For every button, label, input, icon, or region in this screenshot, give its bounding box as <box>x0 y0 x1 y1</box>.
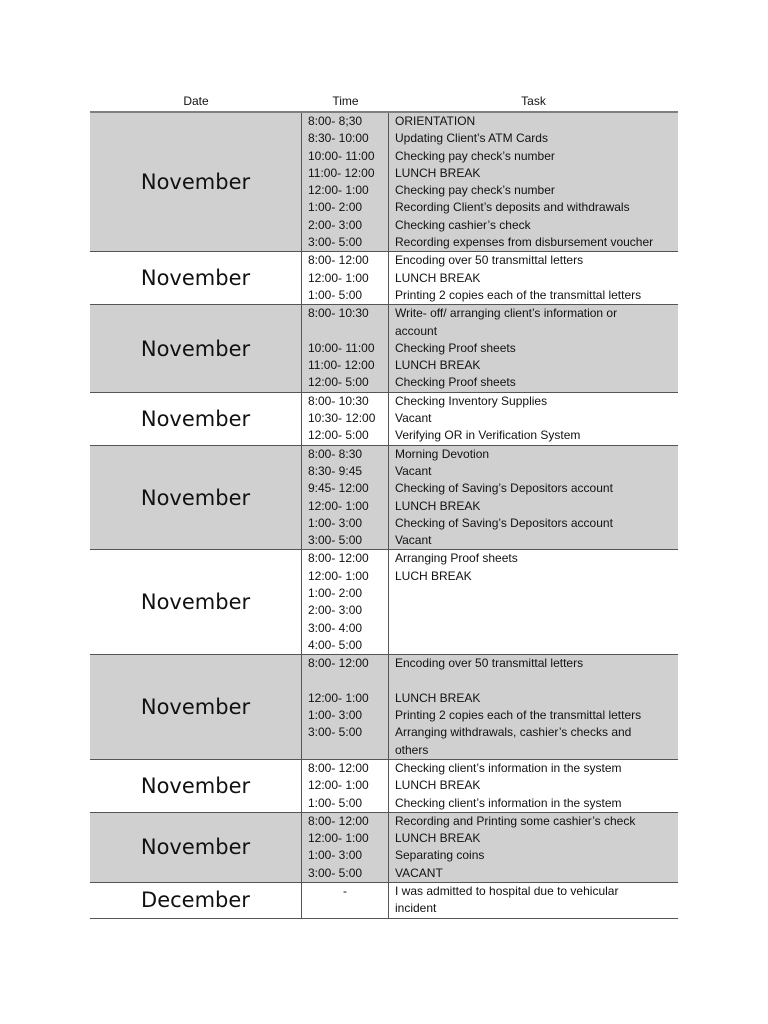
task-line: Checking pay check’s number <box>395 183 555 198</box>
table-row-group <box>90 393 678 446</box>
time-cell <box>302 305 389 391</box>
task-line: Encoding over 50 transmittal letters <box>395 656 584 671</box>
time-cell <box>302 655 389 759</box>
time-line: 8:30- 9:45 <box>308 463 363 478</box>
time-cell <box>302 550 389 654</box>
table-row-group <box>90 305 678 392</box>
time-line: 12:00- 1:00 <box>308 568 369 583</box>
task-line <box>395 637 678 654</box>
time-line: 8:00- 12:00 <box>308 813 369 828</box>
table-body <box>90 113 678 919</box>
task-line: LUNCH BREAK <box>395 358 481 373</box>
task-line: Arranging Proof sheets <box>395 551 518 566</box>
table-row-group <box>90 113 678 252</box>
time-line: 1:00- 3:00 <box>308 708 363 723</box>
time-line: 12:00- 1:00 <box>308 183 369 198</box>
task-line: LUNCH BREAK <box>395 831 481 846</box>
task-cell <box>389 883 678 918</box>
table-row-group <box>90 883 678 919</box>
time-line: 8:00- 12:00 <box>308 253 369 268</box>
time-line: 1:00- 3:00 <box>308 515 363 530</box>
task-line: Vacant <box>395 463 432 478</box>
task-line: Recording Client’s deposits and withdrawals <box>395 200 630 215</box>
date-cell: November <box>90 655 302 759</box>
task-line: Checking Inventory Supplies <box>395 393 548 408</box>
task-line: others <box>395 742 429 757</box>
task-cell <box>389 813 678 882</box>
task-cell <box>389 252 678 304</box>
time-line <box>308 900 388 917</box>
task-line: ORIENTATION <box>395 114 476 128</box>
task-line: Write- off/ arranging client’s information or <box>395 306 618 321</box>
time-line: 12:00- 1:00 <box>308 778 369 793</box>
task-line: Printing 2 copies each of the transmittal letters <box>395 287 642 302</box>
time-line: 12:00- 1:00 <box>308 690 369 705</box>
date-cell: November <box>90 252 302 304</box>
date-cell: November <box>90 305 302 391</box>
table-row-group <box>90 446 678 551</box>
task-cell <box>389 305 678 391</box>
time-line: 10:30- 12:00 <box>308 411 376 426</box>
date-cell: November <box>90 760 302 812</box>
time-cell <box>302 252 389 304</box>
task-line: account <box>395 323 438 338</box>
task-line: I was admitted to hospital due to vehicular <box>395 884 619 899</box>
task-line <box>395 620 678 637</box>
time-cell <box>302 113 389 251</box>
time-line: 1:00- 3:00 <box>308 848 363 863</box>
task-line: Checking of Saving’s Depositors account <box>395 481 613 496</box>
table-row-group <box>90 760 678 813</box>
time-line <box>308 742 388 759</box>
task-line <box>395 673 678 690</box>
time-cell <box>302 760 389 812</box>
task-cell <box>389 760 678 812</box>
time-line: 3:00- 5:00 <box>308 725 363 740</box>
task-line <box>395 585 678 602</box>
time-line <box>308 323 388 340</box>
time-line: 3:00- 5:00 <box>308 235 363 250</box>
task-line: Updating Client’s ATM Cards <box>395 131 548 146</box>
task-header: Task <box>521 94 546 108</box>
task-line: LUNCH BREAK <box>395 498 481 513</box>
time-line: 1:00- 5:00 <box>308 795 363 810</box>
task-cell <box>389 655 678 759</box>
time-line: 1:00- 2:00 <box>308 200 363 215</box>
table-header <box>90 90 678 113</box>
time-line: 12:00- 1:00 <box>308 270 369 285</box>
date-cell: November <box>90 550 302 654</box>
table-row-group <box>90 655 678 760</box>
time-cell <box>302 393 389 445</box>
time-line: 12:00- 1:00 <box>308 498 369 513</box>
task-line: Separating coins <box>395 848 485 863</box>
time-line: 8:00- 8;30 <box>308 114 363 128</box>
task-line: incident <box>395 901 437 916</box>
date-cell: December <box>90 883 302 918</box>
time-line: 11:00- 12:00 <box>308 165 375 180</box>
time-line: 8:00- 12:00 <box>308 760 369 775</box>
task-line: Checking of Saving’s Depositors account <box>395 515 613 530</box>
time-line: 12:00- 5:00 <box>308 375 369 390</box>
time-line: 3:00- 5:00 <box>308 865 363 880</box>
task-line: VACANT <box>395 865 443 880</box>
date-header: Date <box>183 94 209 108</box>
task-line: LUNCH BREAK <box>395 165 481 180</box>
task-cell <box>389 550 678 654</box>
task-line: Checking client’s information in the system <box>395 760 622 775</box>
schedule-table <box>90 90 678 919</box>
task-line: Encoding over 50 transmittal letters <box>395 253 584 268</box>
date-cell: November <box>90 446 302 550</box>
time-line: 12:00- 1:00 <box>308 831 369 846</box>
task-line: LUNCH BREAK <box>395 690 481 705</box>
time-cell <box>302 446 389 550</box>
time-line: 10:00- 11:00 <box>308 340 375 355</box>
task-line: Recording and Printing some cashier’s check <box>395 813 636 828</box>
date-cell: November <box>90 813 302 882</box>
task-cell <box>389 113 678 251</box>
task-line: Vacant <box>395 533 432 548</box>
time-line: 8:00- 8:30 <box>308 446 363 461</box>
time-line: 11:00- 12:00 <box>308 358 375 373</box>
time-line: 8:00- 10:30 <box>308 393 369 408</box>
task-line: Verifying OR in Verification System <box>395 428 581 443</box>
time-line: 1:00- 5:00 <box>308 287 363 302</box>
task-line: Morning Devotion <box>395 446 490 461</box>
task-line: LUNCH BREAK <box>395 270 481 285</box>
task-line: Checking cashier’s check <box>395 217 531 232</box>
task-line: LUCH BREAK <box>395 568 472 583</box>
time-line: 8:30- 10:00 <box>308 131 369 146</box>
time-cell <box>302 883 389 918</box>
task-cell <box>389 393 678 445</box>
table-row-group <box>90 252 678 305</box>
time-line: 10:00- 11:00 <box>308 148 375 163</box>
time-line: 2:00- 3:00 <box>308 217 363 232</box>
task-line: Vacant <box>395 411 432 426</box>
date-cell: November <box>90 393 302 445</box>
task-line: Checking Proof sheets <box>395 375 516 390</box>
date-cell: November <box>90 113 302 251</box>
time-line: 2:00- 3:00 <box>308 603 363 618</box>
time-line: 12:00- 5:00 <box>308 428 369 443</box>
time-cell <box>302 813 389 882</box>
time-line: - <box>343 884 347 899</box>
task-line: LUNCH BREAK <box>395 778 481 793</box>
task-line: Checking Proof sheets <box>395 340 516 355</box>
time-header: Time <box>332 94 359 108</box>
time-line: 1:00- 2:00 <box>308 586 363 601</box>
time-line: 4:00- 5:00 <box>308 637 363 652</box>
task-line: Recording expenses from disbursement voucher <box>395 235 654 250</box>
task-line: Arranging withdrawals, cashier’s checks and <box>395 725 632 740</box>
table-row-group <box>90 813 678 883</box>
time-line: 8:00- 12:00 <box>308 656 369 671</box>
task-line <box>395 602 678 619</box>
table-row-group <box>90 550 678 655</box>
time-line: 8:00- 12:00 <box>308 551 369 566</box>
task-line: Printing 2 copies each of the transmittal letters <box>395 708 642 723</box>
time-line: 3:00- 4:00 <box>308 620 363 635</box>
task-line: Checking pay check’s number <box>395 148 555 163</box>
time-line: 9:45- 12:00 <box>308 481 369 496</box>
task-line: Checking client’s information in the system <box>395 795 622 810</box>
time-line <box>308 673 388 690</box>
time-line: 8:00- 10:30 <box>308 306 369 321</box>
time-line: 3:00- 5:00 <box>308 533 363 548</box>
task-cell <box>389 446 678 550</box>
